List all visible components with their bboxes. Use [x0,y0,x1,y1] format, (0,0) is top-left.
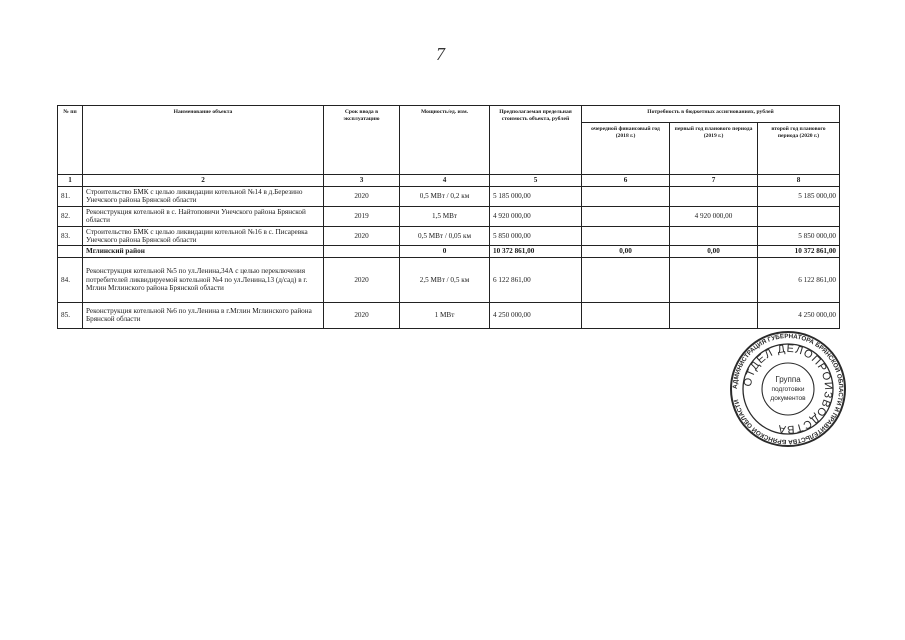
object-name: Реконструкция котельной №6 по ул.Ленина в г.Мглин Мглинского района Брянской области [83,302,324,328]
need-2018 [582,187,670,207]
commissioning-year: 2020 [324,226,400,246]
capacity: 0,5 МВт / 0,05 км [400,226,490,246]
cost: 6 122 861,00 [490,257,582,302]
need-2020: 4 250 000,00 [758,302,840,328]
object-name: Реконструкция котельной в с. Найтоповичи Унечского района Брянской области [83,206,324,226]
row-number: 84. [58,257,83,302]
commissioning-year: 2020 [324,187,400,207]
budget-table [57,105,840,329]
stamp-center-line: документов [770,395,806,402]
capacity: 0,5 МВт / 0,2 км [400,187,490,207]
column-number: 1 [58,175,83,187]
header-year-2018: очередной финансовый год (2018 г.) [582,123,670,175]
cost: 4 250 000,00 [490,302,582,328]
need-2020 [758,206,840,226]
row-number: 82. [58,206,83,226]
table-row [58,257,840,302]
cost: 5 185 000,00 [490,187,582,207]
table-row [58,226,840,246]
district-need-2018: 0,00 [582,246,670,257]
stamp-center-line: Группа [775,375,801,384]
need-2020: 5 850 000,00 [758,226,840,246]
capacity: 2,5 МВт / 0,5 км [400,257,490,302]
need-2019 [670,187,758,207]
need-2018 [582,206,670,226]
row-number: 85. [58,302,83,328]
need-2018 [582,226,670,246]
need-2019: 4 920 000,00 [670,206,758,226]
stamp-ring-text: ОТДЕЛ ДЕЛОПРОИЗВОДСТВА [741,342,835,436]
cost: 5 850 000,00 [490,226,582,246]
office-stamp [729,330,847,448]
column-number: 5 [490,175,582,187]
header-budget-need: Потребность в бюджетных ассигнованиях, рублей [582,106,840,123]
header-cost: Предполагаемая предельная стоимость объекта, рублей [490,106,582,175]
commissioning-year: 2020 [324,257,400,302]
column-number: 7 [670,175,758,187]
need-2018 [582,257,670,302]
page-number: 7 [436,44,445,64]
row-number: 83. [58,226,83,246]
header-no: № пп [58,106,83,175]
district-empty-cell [324,246,400,257]
header-year-2019: первый год планового периода (2019 г.) [670,123,758,175]
district-name: Мглинский район [83,246,324,257]
column-number: 2 [83,175,324,187]
header-commissioning: Срок ввода в эксплуатацию [324,106,400,175]
table-row [58,206,840,226]
district-need-2020: 10 372 861,00 [758,246,840,257]
object-name: Строительство БМК с целью ликвидации котельной №16 в с. Писаревка Унечского района Брянской области [83,226,324,246]
column-number: 4 [400,175,490,187]
district-empty-cell [58,246,83,257]
district-year: 0 [400,246,490,257]
need-2019 [670,302,758,328]
table-row [58,302,840,328]
need-2019 [670,257,758,302]
need-2018 [582,302,670,328]
stamp-outer-text: АДМИНИСТРАЦИЯ ГУБЕРНАТОРА БРЯНСКОЙ ОБЛАСТИ И ПРАВИТЕЛЬСТВА БРЯНСКОЙ ОБЛАСТИ [731,332,845,446]
cost: 4 920 000,00 [490,206,582,226]
stamp-center-line: подготовки [771,386,805,393]
commissioning-year: 2020 [324,302,400,328]
header-name: Наименование объекта [83,106,324,175]
district-cost: 10 372 861,00 [490,246,582,257]
district-need-2019: 0,00 [670,246,758,257]
district-total-row [58,246,840,257]
column-number: 8 [758,175,840,187]
commissioning-year: 2019 [324,206,400,226]
column-number: 3 [324,175,400,187]
header-capacity: Мощность/ед. изм. [400,106,490,175]
object-name: Строительство БМК с целью ликвидации котельной №14 в д.Березино Унечского района Брянской области [83,187,324,207]
table-row [58,187,840,207]
object-name: Реконструкция котельной №5 по ул.Ленина,34А с целью переключения потребителей ликвидируемой котельной №4 по ул.Ленина,13 (д/сад) в г. Мглин Мглинского района Брянской области [83,257,324,302]
need-2020: 6 122 861,00 [758,257,840,302]
header-year-2020: второй год планового периода (2020 г.) [758,123,840,175]
column-number: 6 [582,175,670,187]
need-2020: 5 185 000,00 [758,187,840,207]
capacity: 1 МВт [400,302,490,328]
column-numbers-row [58,175,840,187]
row-number: 81. [58,187,83,207]
need-2019 [670,226,758,246]
capacity: 1,5 МВт [400,206,490,226]
